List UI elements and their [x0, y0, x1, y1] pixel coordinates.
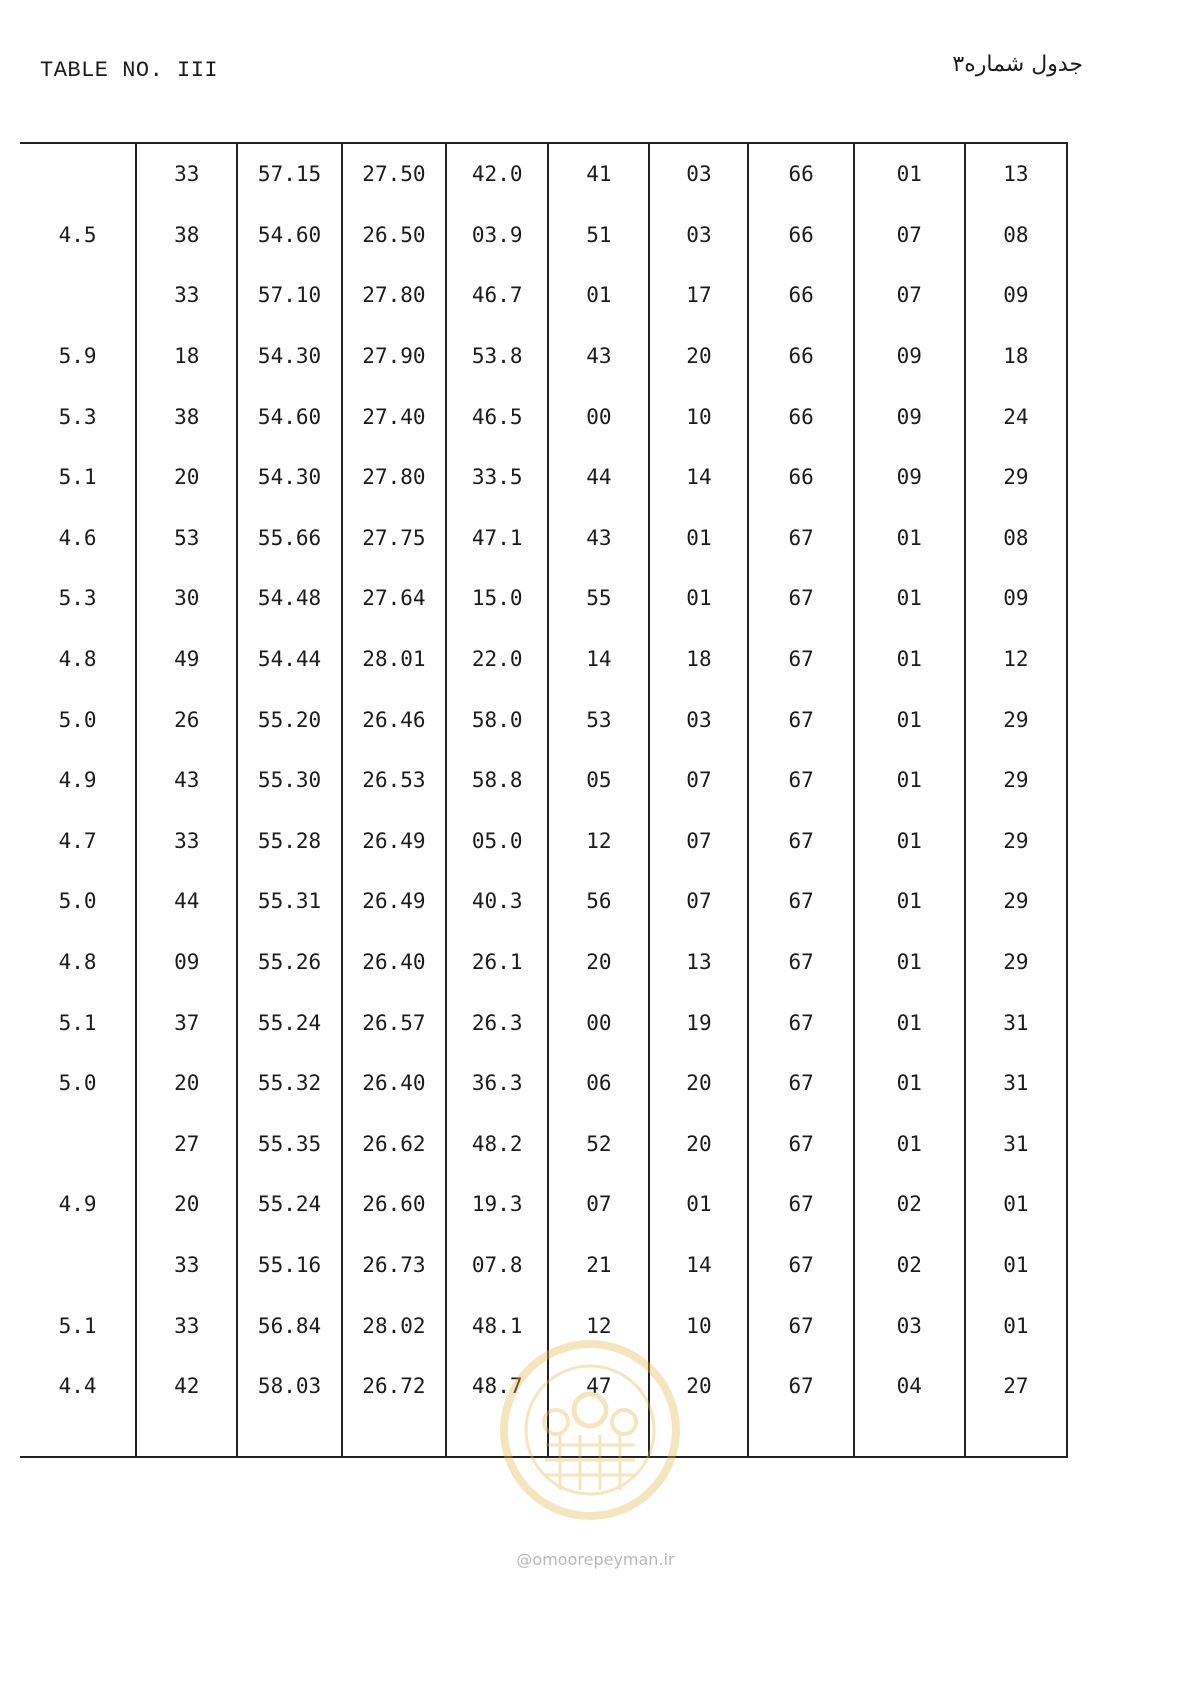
table-cell: 33 — [136, 1295, 237, 1356]
table-cell: 22.0 — [446, 629, 548, 690]
table-cell: 29 — [965, 871, 1067, 932]
table-cell: 53 — [548, 689, 649, 750]
table-cell: 10 — [649, 1295, 748, 1356]
table-cell: 56 — [548, 871, 649, 932]
table-row — [20, 992, 1067, 1053]
table-cell: 09 — [965, 568, 1067, 629]
table-cell: 38 — [136, 386, 237, 447]
table-cell: 12 — [965, 629, 1067, 690]
table-cell: 58.03 — [237, 1356, 341, 1417]
table-cell: 01 — [965, 1174, 1067, 1235]
table-cell: 5.1 — [58, 1010, 97, 1035]
table-cell: 27.40 — [342, 386, 446, 447]
table-cell: 20 — [136, 1053, 237, 1114]
table-cell: 13 — [965, 143, 1067, 205]
table-cell: 5.0 — [58, 707, 97, 732]
table-cell: 20 — [136, 447, 237, 508]
table-cell: 07 — [649, 750, 748, 811]
table-cell: 20 — [548, 932, 649, 993]
table-cell: 37 — [136, 992, 237, 1053]
table-cell: 21 — [548, 1235, 649, 1296]
table-cell: 46.7 — [446, 265, 548, 326]
table-cell: 29 — [965, 750, 1067, 811]
table-cell: 55.16 — [237, 1235, 341, 1296]
table-cell: 67 — [748, 508, 853, 569]
table-cell: 29 — [965, 932, 1067, 993]
table-row — [20, 508, 1067, 569]
table-cell: 30 — [136, 568, 237, 629]
table-cell: 67 — [748, 1114, 853, 1175]
table-body — [20, 143, 1067, 1457]
table-cell: 05 — [548, 750, 649, 811]
table-cell: 03.9 — [446, 205, 548, 266]
table-cell: 03 — [649, 689, 748, 750]
spacer-cell — [237, 1416, 341, 1457]
table-cell: 02 — [854, 1174, 965, 1235]
table-cell: 01 — [965, 1295, 1067, 1356]
table-cell: 07 — [548, 1174, 649, 1235]
table-cell: 05.0 — [446, 811, 548, 872]
table-cell: 14 — [649, 1235, 748, 1296]
table-cell: 67 — [748, 1053, 853, 1114]
table-cell: 47.1 — [446, 508, 548, 569]
table-cell: 07 — [649, 871, 748, 932]
table-row — [20, 629, 1067, 690]
table-cell: 29 — [965, 811, 1067, 872]
table-cell: 57.10 — [237, 265, 341, 326]
table-cell: 55.35 — [237, 1114, 341, 1175]
table-cell: 24 — [965, 386, 1067, 447]
table-cell: 27.50 — [342, 143, 446, 205]
table-cell: 67 — [748, 1174, 853, 1235]
table-row — [20, 871, 1067, 932]
table-cell: 31 — [965, 1114, 1067, 1175]
table-cell: 04 — [854, 1356, 965, 1417]
table-cell: 06 — [548, 1053, 649, 1114]
table-cell: 36.3 — [446, 1053, 548, 1114]
table-cell: 17 — [649, 265, 748, 326]
table-cell — [20, 1235, 136, 1296]
table-cell: 19.3 — [446, 1174, 548, 1235]
table-cell: 48.1 — [446, 1295, 548, 1356]
table-cell: 09 — [854, 326, 965, 387]
table-cell: 18 — [965, 326, 1067, 387]
table-cell: 42.0 — [446, 143, 548, 205]
table-cell: 01 — [548, 265, 649, 326]
table-cell: 55.26 — [237, 932, 341, 993]
table-cell: 66 — [748, 265, 853, 326]
table-cell: 43 — [548, 326, 649, 387]
table-cell: 26.50 — [342, 205, 446, 266]
table-cell: 01 — [854, 1053, 965, 1114]
table-cell: 01 — [854, 508, 965, 569]
table-cell: 01 — [854, 689, 965, 750]
table-cell: 26.1 — [446, 932, 548, 993]
table-cell: 01 — [854, 811, 965, 872]
spacer-cell — [20, 1416, 136, 1457]
table-cell: 07 — [649, 811, 748, 872]
table-row — [20, 811, 1067, 872]
table-cell: 47 — [548, 1356, 649, 1417]
table-cell: 13 — [649, 932, 748, 993]
table-cell: 20 — [136, 1174, 237, 1235]
table-cell: 38 — [136, 205, 237, 266]
table-cell: 67 — [748, 932, 853, 993]
table-cell: 01 — [854, 871, 965, 932]
table-cell: 58.0 — [446, 689, 548, 750]
table-cell: 67 — [748, 992, 853, 1053]
table-title-en: TABLE NO. III — [40, 58, 219, 83]
table-cell: 26.62 — [342, 1114, 446, 1175]
table-cell: 26.72 — [342, 1356, 446, 1417]
table-cell: 26.60 — [342, 1174, 446, 1235]
table-cell: 18 — [136, 326, 237, 387]
table-cell: 67 — [748, 568, 853, 629]
table-cell: 49 — [136, 629, 237, 690]
table-row — [20, 1235, 1067, 1296]
table-cell: 02 — [854, 1235, 965, 1296]
table-cell: 08 — [965, 205, 1067, 266]
table-cell: 5.3 — [58, 404, 97, 429]
table-cell: 18 — [649, 629, 748, 690]
table-cell: 5.1 — [58, 465, 97, 490]
table-cell: 4.5 — [58, 222, 97, 247]
table-cell: 26.73 — [342, 1235, 446, 1296]
spacer-cell — [136, 1416, 237, 1457]
table-cell: 01 — [649, 568, 748, 629]
table-cell: 12 — [548, 811, 649, 872]
table-cell: 14 — [548, 629, 649, 690]
table-cell: 26 — [136, 689, 237, 750]
table-cell: 56.84 — [237, 1295, 341, 1356]
table-cell: 66 — [748, 447, 853, 508]
table-cell: 19 — [649, 992, 748, 1053]
table-cell: 09 — [965, 265, 1067, 326]
table-cell — [20, 265, 136, 326]
table-cell: 33 — [136, 1235, 237, 1296]
table-cell: 66 — [748, 205, 853, 266]
table-cell: 00 — [548, 992, 649, 1053]
table-cell: 55.24 — [237, 1174, 341, 1235]
table-row — [20, 326, 1067, 387]
table-cell: 5.3 — [58, 586, 97, 611]
table-cell: 44 — [548, 447, 649, 508]
table-cell: 07 — [854, 205, 965, 266]
table-cell: 27.64 — [342, 568, 446, 629]
table-row — [20, 750, 1067, 811]
table-cell: 5.1 — [58, 1313, 97, 1338]
table-cell — [20, 143, 136, 205]
table-cell: 54.30 — [237, 447, 341, 508]
table-cell: 55.24 — [237, 992, 341, 1053]
table-cell: 53 — [136, 508, 237, 569]
table-cell: 28.02 — [342, 1295, 446, 1356]
table-cell: 28.01 — [342, 629, 446, 690]
table-cell: 09 — [854, 386, 965, 447]
table-cell: 44 — [136, 871, 237, 932]
table-cell: 54.60 — [237, 205, 341, 266]
table-cell: 00 — [548, 386, 649, 447]
spacer-cell — [342, 1416, 446, 1457]
spacer-cell — [748, 1416, 853, 1457]
table-cell — [20, 1114, 136, 1175]
table-cell: 01 — [854, 629, 965, 690]
table-cell: 01 — [854, 750, 965, 811]
table-row — [20, 205, 1067, 266]
table-cell: 26.49 — [342, 871, 446, 932]
table-cell: 01 — [854, 992, 965, 1053]
table-cell: 20 — [649, 1356, 748, 1417]
table-cell: 55.30 — [237, 750, 341, 811]
table-cell: 27.80 — [342, 447, 446, 508]
table-cell: 55.28 — [237, 811, 341, 872]
table-cell: 27 — [965, 1356, 1067, 1417]
table-cell: 26.46 — [342, 689, 446, 750]
table-cell: 55 — [548, 568, 649, 629]
watermark-seal-icon — [490, 1330, 690, 1530]
table-row — [20, 386, 1067, 447]
table-cell: 51 — [548, 205, 649, 266]
table-cell: 66 — [748, 386, 853, 447]
watermark-text: @omoorepeyman.ir — [516, 1550, 675, 1569]
table-cell: 4.9 — [58, 1192, 97, 1217]
table-cell: 01 — [649, 1174, 748, 1235]
table-cell: 01 — [854, 932, 965, 993]
table-row — [20, 1053, 1067, 1114]
table-cell: 54.48 — [237, 568, 341, 629]
spacer-cell — [854, 1416, 965, 1457]
table-cell: 15.0 — [446, 568, 548, 629]
table-cell: 53.8 — [446, 326, 548, 387]
data-table — [20, 142, 1068, 1458]
table-cell: 67 — [748, 750, 853, 811]
table-cell: 48.2 — [446, 1114, 548, 1175]
table-cell: 33 — [136, 143, 237, 205]
table-row — [20, 1114, 1067, 1175]
table-cell: 03 — [649, 205, 748, 266]
table-cell: 43 — [136, 750, 237, 811]
table-cell: 01 — [854, 1114, 965, 1175]
table-cell: 67 — [748, 629, 853, 690]
table-cell: 31 — [965, 1053, 1067, 1114]
table-cell: 66 — [748, 326, 853, 387]
table-cell: 26.57 — [342, 992, 446, 1053]
table-cell: 42 — [136, 1356, 237, 1417]
table-cell: 03 — [854, 1295, 965, 1356]
table-cell: 67 — [748, 1356, 853, 1417]
table-cell: 27 — [136, 1114, 237, 1175]
table-cell: 54.44 — [237, 629, 341, 690]
table-cell: 01 — [649, 508, 748, 569]
table-cell: 26.3 — [446, 992, 548, 1053]
table-row — [20, 447, 1067, 508]
table-cell: 26.53 — [342, 750, 446, 811]
table-cell: 67 — [748, 1295, 853, 1356]
table-cell: 12 — [548, 1295, 649, 1356]
table-cell: 67 — [748, 871, 853, 932]
table-cell: 09 — [854, 447, 965, 508]
table-cell: 4.9 — [58, 768, 97, 793]
table-cell: 27.90 — [342, 326, 446, 387]
table-cell: 29 — [965, 689, 1067, 750]
table-row — [20, 1174, 1067, 1235]
table-row — [20, 568, 1067, 629]
table-cell: 5.9 — [58, 344, 97, 369]
table-cell: 4.4 — [58, 1374, 97, 1399]
table-row — [20, 932, 1067, 993]
table-cell: 57.15 — [237, 143, 341, 205]
table-cell: 33 — [136, 265, 237, 326]
table-cell: 01 — [854, 143, 965, 205]
table-cell: 07 — [854, 265, 965, 326]
table-cell: 58.8 — [446, 750, 548, 811]
table-cell: 10 — [649, 386, 748, 447]
table-cell: 4.6 — [58, 525, 97, 550]
table-cell: 4.8 — [58, 950, 97, 975]
table-cell: 31 — [965, 992, 1067, 1053]
table-cell: 46.5 — [446, 386, 548, 447]
table-cell: 41 — [548, 143, 649, 205]
table-cell: 26.40 — [342, 1053, 446, 1114]
table-cell: 54.30 — [237, 326, 341, 387]
table-cell: 33 — [136, 811, 237, 872]
table-cell: 20 — [649, 1053, 748, 1114]
table-cell: 01 — [965, 1235, 1067, 1296]
table-cell: 20 — [649, 1114, 748, 1175]
table-cell: 55.20 — [237, 689, 341, 750]
table-cell: 67 — [748, 1235, 853, 1296]
table-cell: 26.40 — [342, 932, 446, 993]
table-cell: 52 — [548, 1114, 649, 1175]
table-cell: 67 — [748, 689, 853, 750]
table-cell: 48.7 — [446, 1356, 548, 1417]
table-cell: 07.8 — [446, 1235, 548, 1296]
table-cell: 01 — [854, 568, 965, 629]
table-cell: 54.60 — [237, 386, 341, 447]
table-cell: 40.3 — [446, 871, 548, 932]
table-cell: 14 — [649, 447, 748, 508]
spacer-cell — [965, 1416, 1067, 1457]
table-cell: 55.31 — [237, 871, 341, 932]
table-row — [20, 143, 1067, 205]
table-cell: 29 — [965, 447, 1067, 508]
table-cell: 20 — [649, 326, 748, 387]
table-cell: 5.0 — [58, 1071, 97, 1096]
table-cell: 08 — [965, 508, 1067, 569]
table-row — [20, 265, 1067, 326]
table-cell: 27.80 — [342, 265, 446, 326]
table-cell: 27.75 — [342, 508, 446, 569]
table-title-fa: جدول شماره۳ — [952, 52, 1083, 77]
table-cell: 4.7 — [58, 828, 97, 853]
table-cell: 67 — [748, 811, 853, 872]
table-cell: 33.5 — [446, 447, 548, 508]
table-cell: 09 — [136, 932, 237, 993]
table-cell: 26.49 — [342, 811, 446, 872]
table-cell: 4.8 — [58, 647, 97, 672]
table-cell: 66 — [748, 143, 853, 205]
table-cell: 5.0 — [58, 889, 97, 914]
table-cell: 55.66 — [237, 508, 341, 569]
table-cell: 55.32 — [237, 1053, 341, 1114]
table-row — [20, 689, 1067, 750]
table-cell: 43 — [548, 508, 649, 569]
table-cell: 03 — [649, 143, 748, 205]
